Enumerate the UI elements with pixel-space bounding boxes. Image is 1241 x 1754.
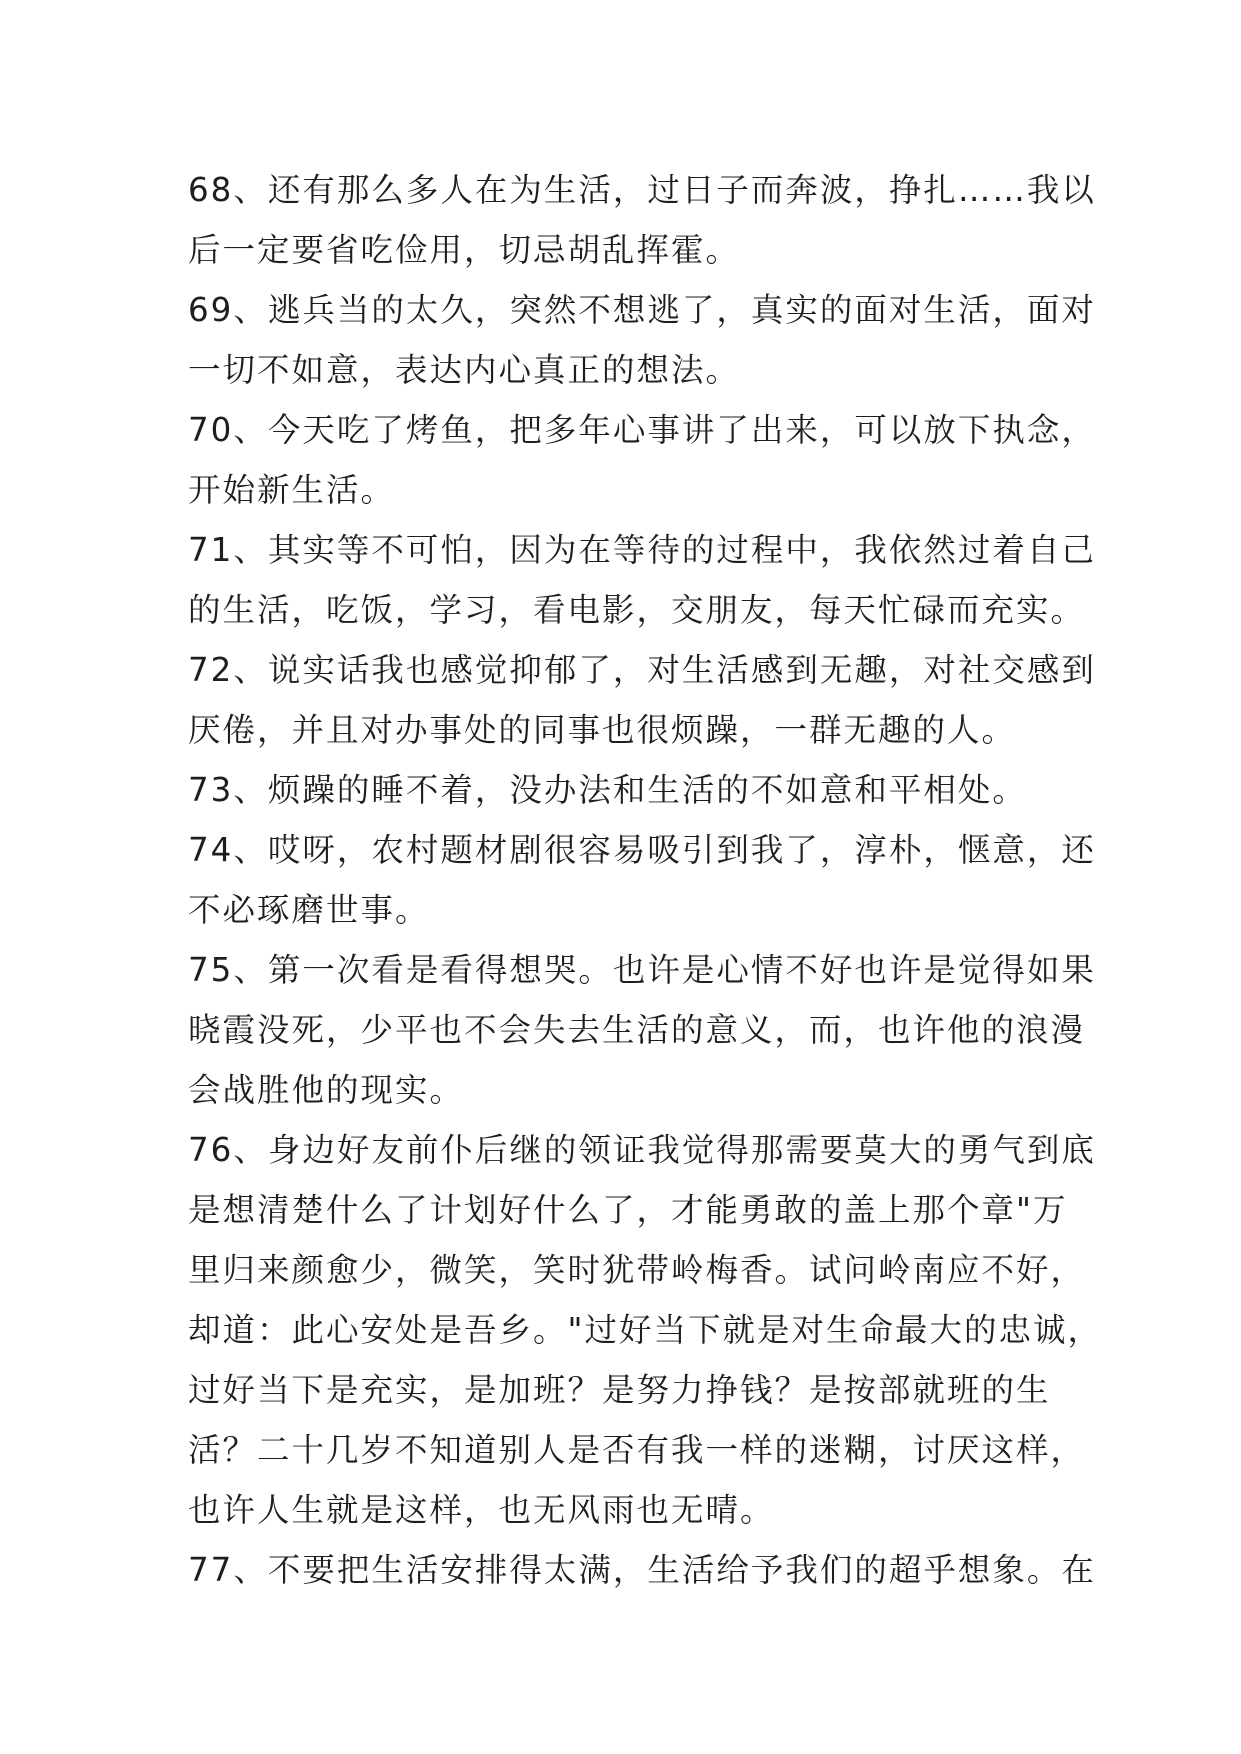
paragraph-70: [188, 400, 1096, 520]
text-line: 77、不要把生活安排得太满，生活给予我们的超乎想象。在: [188, 1551, 1096, 1589]
text-line: 里归来颜愈少，微笑，笑时犹带岭梅香。试问岭南应不好，: [188, 1251, 1086, 1289]
text-line: 厌倦，并且对办事处的同事也很烦躁，一群无趣的人。: [188, 711, 1017, 749]
text-line: 75、第一次看是看得想哭。也许是心情不好也许是觉得如果: [188, 951, 1096, 989]
text-line: 73、烦躁的睡不着，没办法和生活的不如意和平相处。: [188, 771, 1027, 809]
text-line: 不必琢磨世事。: [188, 891, 430, 929]
text-line: 会战胜他的现实。: [188, 1071, 465, 1109]
text-line: 过好当下是充实，是加班？是努力挣钱？是按部就班的生: [188, 1371, 1051, 1409]
text-line: 开始新生活。: [188, 471, 396, 509]
paragraph-73: [188, 760, 1088, 820]
paragraph-77: [188, 1540, 1096, 1600]
text-line: 70、今天吃了烤鱼，把多年心事讲了出来，可以放下执念，: [188, 411, 1096, 449]
text-line: 74、哎呀，农村题材剧很容易吸引到我了，淳朴，惬意，还: [188, 831, 1096, 869]
text-line: 的生活，吃饭，学习，看电影，交朋友，每天忙碌而充实。: [188, 591, 1086, 629]
text-line: 却道：此心安处是吾乡。"过好当下就是对生命最大的忠诚，: [188, 1311, 1102, 1349]
text-line: 活？二十几岁不知道别人是否有我一样的迷糊，讨厌这样，: [188, 1431, 1086, 1469]
paragraph-68: [188, 160, 1096, 280]
text-line: 71、其实等不可怕，因为在等待的过程中，我依然过着自己: [188, 531, 1096, 569]
text-line: 72、说实话我也感觉抑郁了，对生活感到无趣，对社交感到: [188, 651, 1096, 689]
text-line: 后一定要省吃俭用，切忌胡乱挥霍。: [188, 231, 741, 269]
text-line: 是想清楚什么了计划好什么了，才能勇敢的盖上那个章"万: [188, 1191, 1068, 1229]
paragraph-71: [188, 520, 1096, 640]
text-line: 也许人生就是这样，也无风雨也无晴。: [188, 1491, 775, 1529]
paragraph-75: [188, 940, 1096, 1120]
paragraph-72: [188, 640, 1096, 760]
paragraph-69: [188, 280, 1096, 400]
text-line: 76、身边好友前仆后继的领证我觉得那需要莫大的勇气到底: [188, 1131, 1096, 1169]
document-body: [188, 160, 1102, 1600]
text-line: 69、逃兵当的太久，突然不想逃了，真实的面对生活，面对: [188, 291, 1096, 329]
paragraph-74: [188, 820, 1096, 940]
text-line: 晓霞没死，少平也不会失去生活的意义，而，也许他的浪漫: [188, 1011, 1086, 1049]
paragraph-76: [188, 1120, 1102, 1540]
text-line: 一切不如意，表达内心真正的想法。: [188, 351, 741, 389]
text-line: 68、还有那么多人在为生活，过日子而奔波，挣扎……我以: [188, 171, 1096, 209]
